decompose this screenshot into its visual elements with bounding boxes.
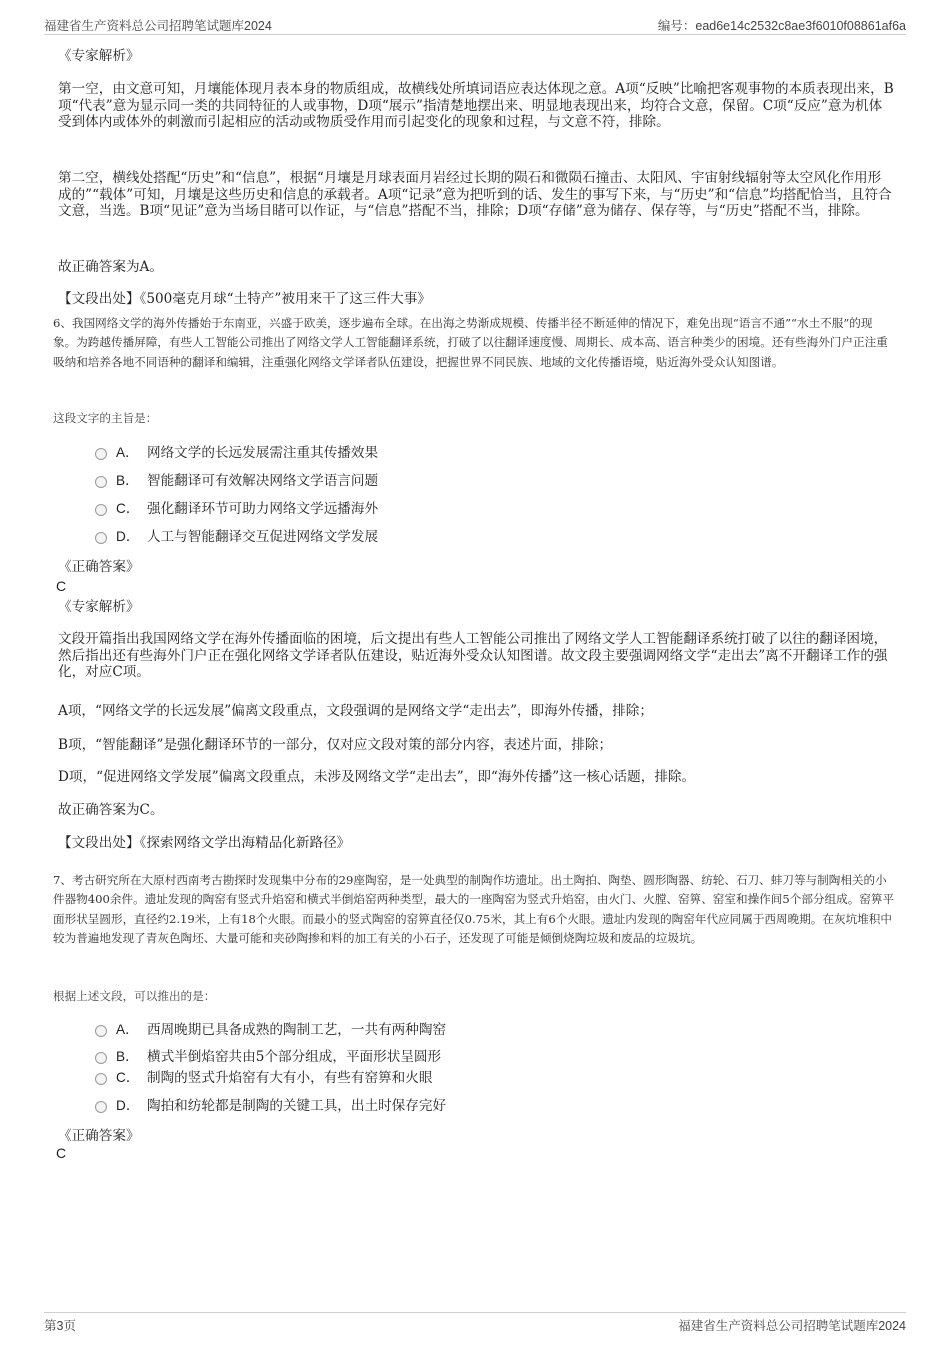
q7-answer: C [56, 1145, 67, 1161]
page-header [44, 14, 906, 35]
q6-conclusion: 故正确答案为C。 [58, 802, 164, 818]
option-key: A． [116, 1022, 139, 1037]
q7-option-c[interactable] [95, 1070, 432, 1086]
q6-option-b[interactable] [95, 473, 378, 489]
option-key: A． [116, 445, 139, 460]
q7-option-a[interactable] [95, 1022, 446, 1038]
q7-answer-label: 《正确答案》 [58, 1128, 140, 1144]
option-text: 网络文学的长远发展需注重其传播效果 [147, 445, 379, 461]
q5-analysis-para2: 第二空，横线处搭配“历史”和“信息”，根据“月壤是月球表面月岩经过长期的陨石和微陨石撞击、太阳风、宇宙射线辐射等太空风化作用形成的”“载体”可知，月壤是这些历史和信息的承载者。A项“记录”意为把听到的话、发生的事写下来，与“历史”和“信息”均搭配恰当，且符合文意，当选。B项“见证”意为当场目睹可以作证，与“信息”搭配不当，排除；D项“存储”意为储存、保存等，与“历史”搭配不当，排除。 [58, 170, 892, 220]
q6-analysis: 文段开篇指出我国网络文学在海外传播面临的困境，后文提出有些人工智能公司推出了网络文学人工智能翻译系统打破了以往的翻译困境，然后指出还有些海外门户正在强化网络文学译者队伍建设，贴近海外受众认知图谱。故文段主要强调网络文学“走出去”离不开翻译工作的强化，对应C项。 [58, 631, 888, 681]
q6-answer: C [56, 578, 67, 594]
header-doc-id: 编号：ead6e14c2532c8ae3f6010f08861af6a [657, 19, 906, 33]
q6-source: 【文段出处】《探索网络文学出海精品化新路径》 [58, 835, 351, 851]
q6-option-c[interactable] [95, 501, 378, 517]
q6-note-b: B项，“智能翻译”是强化翻译环节的一部分，仅对应文段对策的部分内容，表述片面，排除； [58, 737, 613, 753]
option-text: 强化翻译环节可助力网络文学远播海外 [147, 501, 379, 517]
page-footer [44, 1312, 906, 1333]
q6-option-d[interactable] [95, 529, 378, 545]
option-text: 智能翻译可有效解决网络文学语言问题 [147, 473, 379, 489]
q6-text: 6、我国网络文学的海外传播始于东南亚，兴盛于欧美，逐步遍布全球。在出海之势渐成规模、传播半径不断延伸的情况下，难免出现“语言不通”“水土不服”的现象。为跨越传播屏障，有些人工智能公司推出了网络文学人工智能翻译系统，打破了以往翻译速度慢、周期长、成本高、语言种类少的困境。还有些海外门户正注重吸纳和培养各地不同语种的翻译和编辑，注重强化网络文学译者队伍建设，把握世界不同民族、地域的文化传播语境，贴近海外受众认知图谱。 [53, 316, 888, 369]
option-text: 横式半倒焰窑共由5个部分组成，平面形状呈圆形 [147, 1049, 442, 1065]
radio-icon[interactable] [95, 504, 107, 516]
option-text: 制陶的竖式升焰窑有大有小，有些有窑箅和火眼 [147, 1070, 433, 1086]
radio-icon[interactable] [95, 448, 107, 460]
option-text: 西周晚期已具备成熟的陶制工艺，一共有两种陶窑 [147, 1022, 447, 1038]
q5-conclusion: 故正确答案为A。 [58, 259, 163, 275]
page-number: 第3页 [44, 1319, 76, 1333]
option-key: C． [116, 501, 140, 516]
radio-icon[interactable] [95, 1025, 107, 1037]
q5-source: 【文段出处】《500毫克月球“土特产”被用来干了这三件大事》 [58, 291, 431, 307]
radio-icon[interactable] [95, 476, 107, 488]
q7-option-b[interactable] [95, 1049, 441, 1065]
option-key: D． [116, 1098, 140, 1113]
q6-stem: 这段文字的主旨是： [53, 411, 158, 425]
q6-answer-label: 《正确答案》 [58, 559, 140, 575]
q6-option-a[interactable] [95, 445, 378, 461]
option-key: B． [116, 473, 139, 488]
q7-text: 7、考古研究所在大原村西南考古勘探时发现集中分布的29座陶窑，是一处典型的制陶作坊遗址。出土陶拍、陶垫、圆形陶器、纺轮、石刀、蚌刀等与制陶相关的小件器物400余件。遗址发现的陶窑有竖式升焰窑和横式半倒焰窑两种类型，最大的一座陶窑为竖式升焰窑，由火门、火膛、窑箅、窑室和操作间5个部分组成。窑箅平面形状呈圆形，直径约2.19米，上有18个火眼。而最小的竖式陶窑的窑箅直径仅0.75米，其上有6个火眼。遗址内发现的陶窑年代应同属于西周晚期。在灰坑堆积中较为普遍地发现了青灰色陶坯、大量可能和夹砂陶掺和料的加工有关的小石子，还发现了可能是倾倒烧陶垃圾和废品的垃圾坑。 [53, 873, 895, 946]
q6-analysis-label: 《专家解析》 [58, 599, 140, 615]
q7-stem: 根据上述文段，可以推出的是： [53, 989, 216, 1003]
q5-analysis-para1: 第一空，由文意可知，月壤能体现月表本身的物质组成，故横线处所填词语应表达体现之意。A项“反映”比喻把客观事物的本质表现出来，B项“代表”意为显示同一类的共同特征的人或事物，D项“展示”指清楚地摆出来、明显地表现出来，均符合文意，保留。C项“反应”意为机体受到体内或体外的刺激而引起相应的活动或物质受作用而引起变化的现象和过程，与文意不符，排除。 [58, 81, 894, 131]
header-title: 福建省生产资料总公司招聘笔试题库2024 [44, 19, 272, 33]
radio-icon[interactable] [95, 1073, 107, 1085]
option-key: C． [116, 1070, 140, 1085]
option-text: 陶拍和纺轮都是制陶的关键工具，出土时保存完好 [147, 1098, 447, 1114]
option-text: 人工与智能翻译交互促进网络文学发展 [147, 529, 379, 545]
q7-option-d[interactable] [95, 1098, 446, 1114]
q5-analysis-label: 《专家解析》 [58, 48, 140, 64]
option-key: D． [116, 529, 140, 544]
radio-icon[interactable] [95, 1052, 107, 1064]
radio-icon[interactable] [95, 1101, 107, 1113]
footer-title: 福建省生产资料总公司招聘笔试题库2024 [678, 1319, 906, 1333]
option-key: B． [116, 1049, 139, 1064]
q6-note-d: D项，“促进网络文学发展”偏离文段重点，未涉及网络文学“走出去”，即“海外传播”这一核心话题，排除。 [58, 769, 696, 785]
q6-note-a: A项，“网络文学的长远发展”偏离文段重点，文段强调的是网络文学“走出去”，即海外传播，排除； [58, 703, 653, 719]
radio-icon[interactable] [95, 532, 107, 544]
